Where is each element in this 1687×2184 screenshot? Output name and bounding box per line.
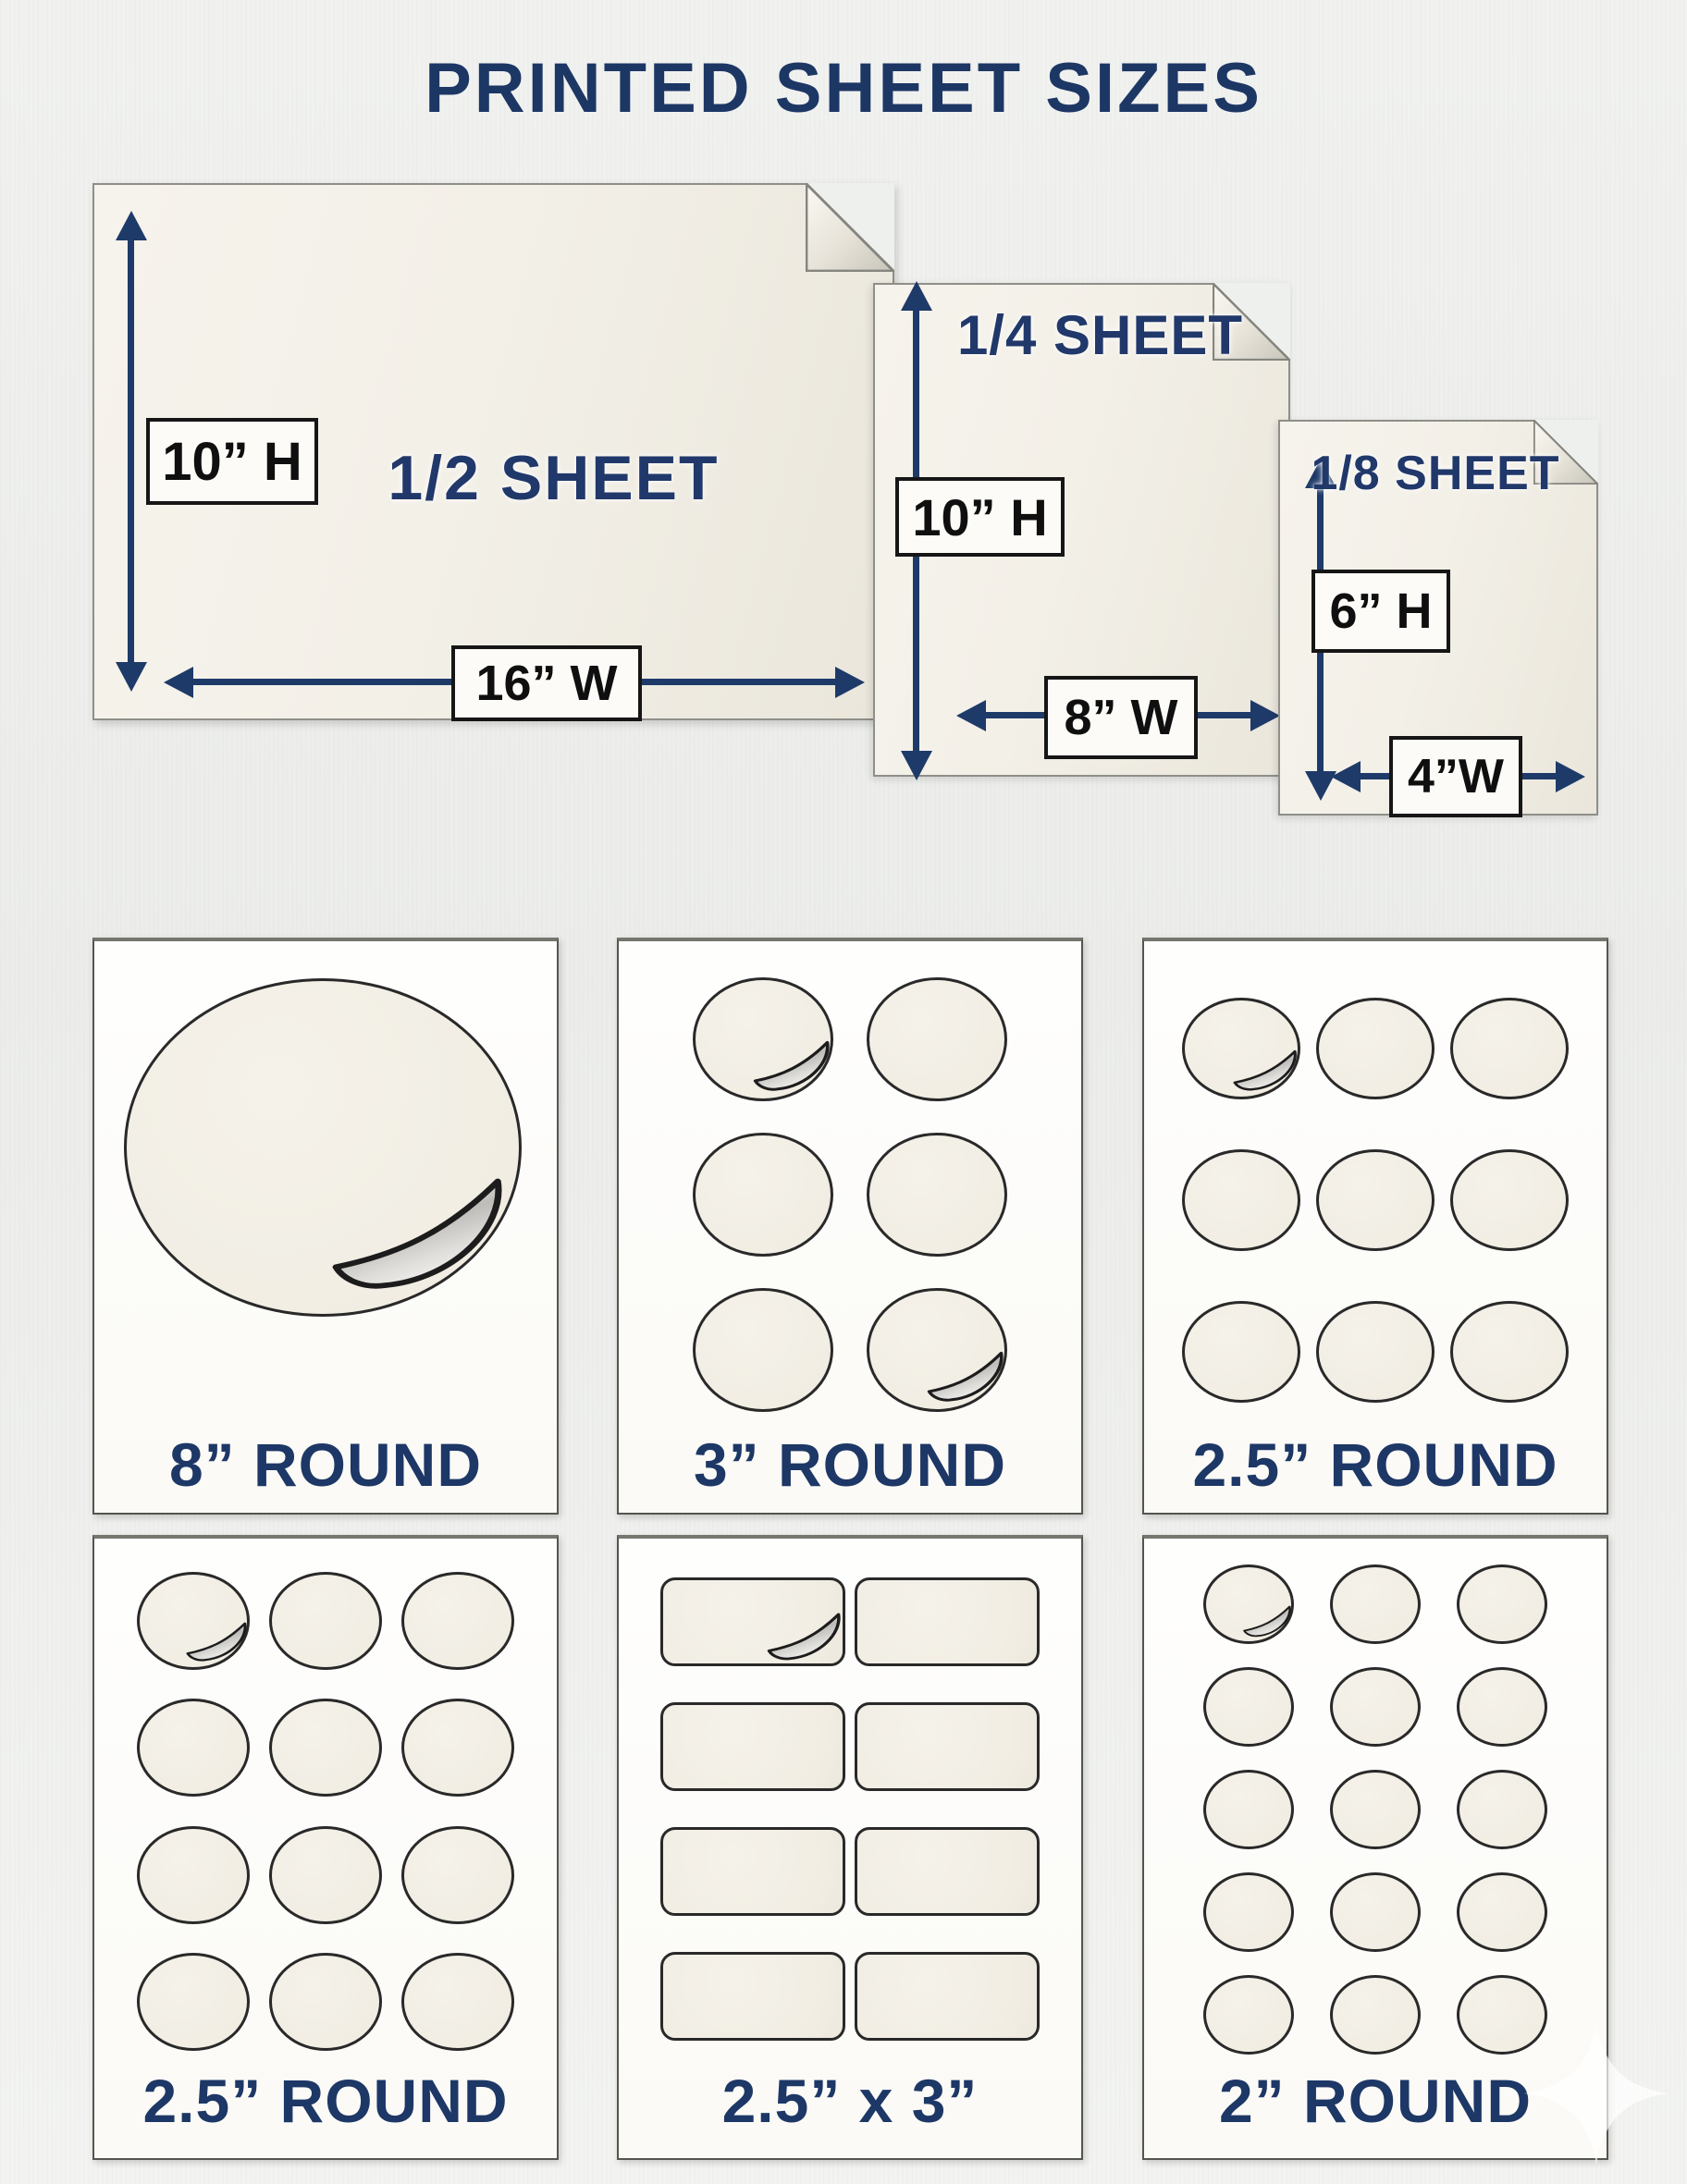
peel-curl-icon — [766, 1608, 846, 1673]
sticker-circle — [137, 1699, 250, 1797]
sticker-rect — [855, 1702, 1040, 1791]
sparkle-watermark-icon — [1524, 2021, 1669, 2166]
width-dimension-label: 16” W — [451, 645, 642, 721]
sticker-circle — [1457, 1770, 1547, 1849]
sheet-size-label: 1/2 SHEET — [388, 443, 720, 513]
sticker-panel-2-5x3-rect — [617, 1535, 1083, 2160]
sticker-circle — [269, 1572, 382, 1670]
sticker-circle — [693, 1133, 833, 1257]
sheet-size-label: 1/4 SHEET — [956, 304, 1244, 366]
sticker-circle — [867, 1288, 1007, 1412]
sticker-circle — [1330, 1667, 1421, 1747]
sticker-circle — [269, 1953, 382, 2051]
sticker-grid — [656, 1559, 1044, 2058]
sticker-circle — [1316, 1149, 1435, 1251]
sticker-circle — [1203, 1975, 1294, 2055]
sticker-circle — [693, 1288, 833, 1412]
panel-size-label: 2.5” x 3” — [721, 2067, 979, 2135]
sticker-circle — [1330, 1975, 1421, 2055]
peel-curl-icon — [328, 1166, 517, 1319]
height-arrow — [128, 239, 134, 664]
sticker-circle — [1457, 1564, 1547, 1644]
sticker-grid — [1186, 1553, 1565, 2066]
sticker-grid — [676, 962, 1024, 1428]
peel-curl-icon — [752, 1036, 836, 1104]
panel-size-label: 2.5” ROUND — [1192, 1430, 1558, 1499]
peel-curl-icon — [926, 1346, 1010, 1415]
sticker-circle — [1457, 1872, 1547, 1952]
peel-curl-icon — [185, 1618, 252, 1672]
height-dimension-label: 10” H — [146, 418, 318, 505]
page-title: PRINTED SHEET SIZES — [425, 49, 1262, 128]
sticker-circle — [1203, 1667, 1294, 1747]
sticker-grid — [1174, 973, 1577, 1428]
panel-size-label: 8” ROUND — [168, 1430, 483, 1499]
sticker-circle — [269, 1826, 382, 1924]
sticker-panel-8-round — [92, 938, 559, 1515]
eighth-sheet-diagram — [1278, 420, 1598, 816]
sticker-circle — [401, 1572, 514, 1670]
sticker-circle — [1330, 1564, 1421, 1644]
sticker-circle — [401, 1953, 514, 2051]
sticker-circle — [1457, 1667, 1547, 1747]
sticker-circle — [1450, 998, 1569, 1099]
height-dimension-label: 6” H — [1311, 570, 1450, 653]
sticker-circle — [1182, 1149, 1300, 1251]
sticker-rect — [660, 1577, 845, 1666]
panel-size-label: 2.5” ROUND — [142, 2067, 509, 2135]
sticker-circle — [1316, 998, 1435, 1099]
height-dimension-label: 10” H — [895, 477, 1065, 557]
sticker-circle — [401, 1699, 514, 1797]
sticker-circle — [867, 1133, 1007, 1257]
sticker-circle — [269, 1699, 382, 1797]
folded-corner-icon — [806, 183, 894, 272]
sticker-rect — [660, 1702, 845, 1791]
panel-size-label: 2” ROUND — [1218, 2067, 1533, 2135]
sheet-size-label: 1/8 SHEET — [1311, 447, 1560, 500]
sticker-circle — [1182, 1301, 1300, 1403]
sticker-rect — [855, 1952, 1040, 2041]
sticker-circle — [1450, 1149, 1569, 1251]
peel-curl-icon — [1242, 1602, 1295, 1645]
width-dimension-label: 4”W — [1389, 736, 1522, 817]
sticker-circle — [1330, 1872, 1421, 1952]
sticker-rect — [855, 1577, 1040, 1666]
sticker-rect — [660, 1827, 845, 1916]
panel-size-label: 3” ROUND — [693, 1430, 1007, 1499]
sticker-circle — [401, 1826, 514, 1924]
peel-curl-icon — [1232, 1046, 1302, 1101]
sticker-circle — [1203, 1770, 1294, 1849]
half-sheet-diagram — [92, 183, 894, 720]
sticker-circle — [1182, 998, 1300, 1099]
sticker-circle — [124, 978, 522, 1317]
sticker-circle — [1330, 1770, 1421, 1849]
sticker-circle — [1450, 1301, 1569, 1403]
sticker-circle — [1203, 1872, 1294, 1952]
sticker-grid — [128, 1557, 523, 2066]
sticker-circle — [693, 977, 833, 1101]
sticker-panel-2-5-round-12 — [92, 1535, 559, 2160]
width-dimension-label: 8” W — [1044, 676, 1198, 759]
sticker-circle — [867, 977, 1007, 1101]
sticker-circle — [1203, 1564, 1294, 1644]
sticker-circle — [137, 1826, 250, 1924]
sticker-circle — [137, 1953, 250, 2051]
quarter-sheet-diagram — [873, 283, 1290, 777]
sticker-panel-2-5-round-9 — [1142, 938, 1608, 1515]
sticker-rect — [855, 1827, 1040, 1916]
sticker-circle — [137, 1572, 250, 1670]
sticker-panel-3-round — [617, 938, 1083, 1515]
sticker-circle — [1316, 1301, 1435, 1403]
sticker-rect — [660, 1952, 845, 2041]
